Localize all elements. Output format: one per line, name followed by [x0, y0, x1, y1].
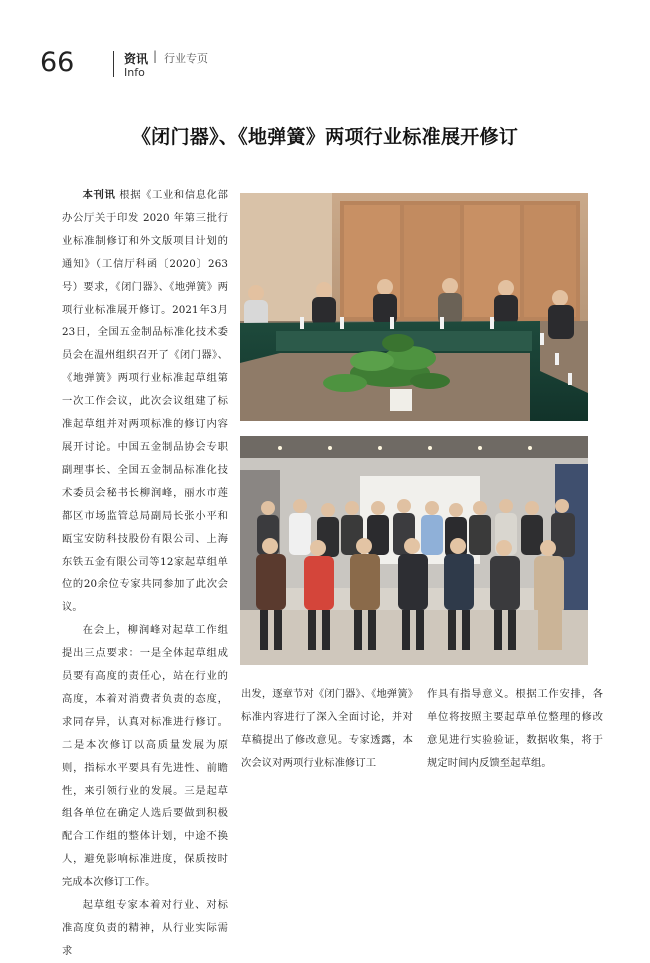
- article-paragraph-3-end: 作具有指导意义。根据工作安排，各单位将按照主要起草单位整理的修改意见进行实验验证，数据收集，将于规定时间内反馈至起草组。: [427, 688, 603, 769]
- article-paragraph-3: 起草组专家本着对行业、对标准高度负责的精神，从行业实际需求: [62, 899, 228, 957]
- section-label-en: Info: [124, 66, 145, 79]
- subsection-label: 行业专页: [164, 52, 208, 65]
- article-paragraph-3-cont: 出发，逐章节对《闭门器》、《地弹簧》标准内容进行了深入全面讨论，并对草稿提出了修改意见。专家透露，本次会议对两项行业标准修订工: [241, 688, 413, 769]
- article-column-3: [427, 683, 603, 775]
- paragraph-1-text: 根据《工业和信息化部办公厅关于印发 2020 年第三批行业标准制修订和外文版项目计划的通知》（工信厅科函〔2020〕263 号）要求，《闭门器》、《地弹簧》两项行业标准展开修订。2021年3月23日，全国五金制品标准化技术委员会在温州组织召开了《闭门器》、《地弹簧》两项行业标准起草组第一次工作会议，此次会议组建了标准起草组并对两项标准的修订内容展开讨论。中国五金制品协会专职副理事长、全国五金制品标准化技术委员会秘书长柳润峰，丽水市莲都区市场监管总局副局长张小平和瓯宝安防科技股份有限公司、上海东铁五金有限公司等12家起草组单位的20余位专家共同参加了此次会议。: [62, 189, 228, 614]
- lead-label: 本刊讯: [82, 189, 116, 201]
- section-label: 资讯: [124, 52, 149, 66]
- article-paragraph-1: [62, 184, 228, 619]
- page-header: [40, 46, 300, 86]
- group-photo: [240, 436, 588, 665]
- article-column-2: [241, 683, 413, 775]
- header-divider: [113, 51, 114, 77]
- article-paragraph-2: 在会上，柳润峰对起草工作组提出三点要求：一是全体起草组成员要有高度的责任心，站在行业的高度，本着对消费者负责的态度，求同存异，认真对标准进行修订。二是本次修订以高质量发展为原则，指标水平要具有先进性、前瞻性，来引领行业的发展。三是起草组各单位在确定人选后要做到积极配合工作组的整体计划，中途不换人，避免影响标准进度，保质按时完成本次修订工作。: [62, 624, 228, 889]
- article-title: 《闭门器》、《地弹簧》两项行业标准展开修订: [131, 126, 519, 148]
- article-column-1: [62, 184, 228, 963]
- meeting-room-photo: [240, 193, 588, 421]
- section-separator: |: [153, 49, 158, 63]
- page-number: 66: [40, 47, 75, 78]
